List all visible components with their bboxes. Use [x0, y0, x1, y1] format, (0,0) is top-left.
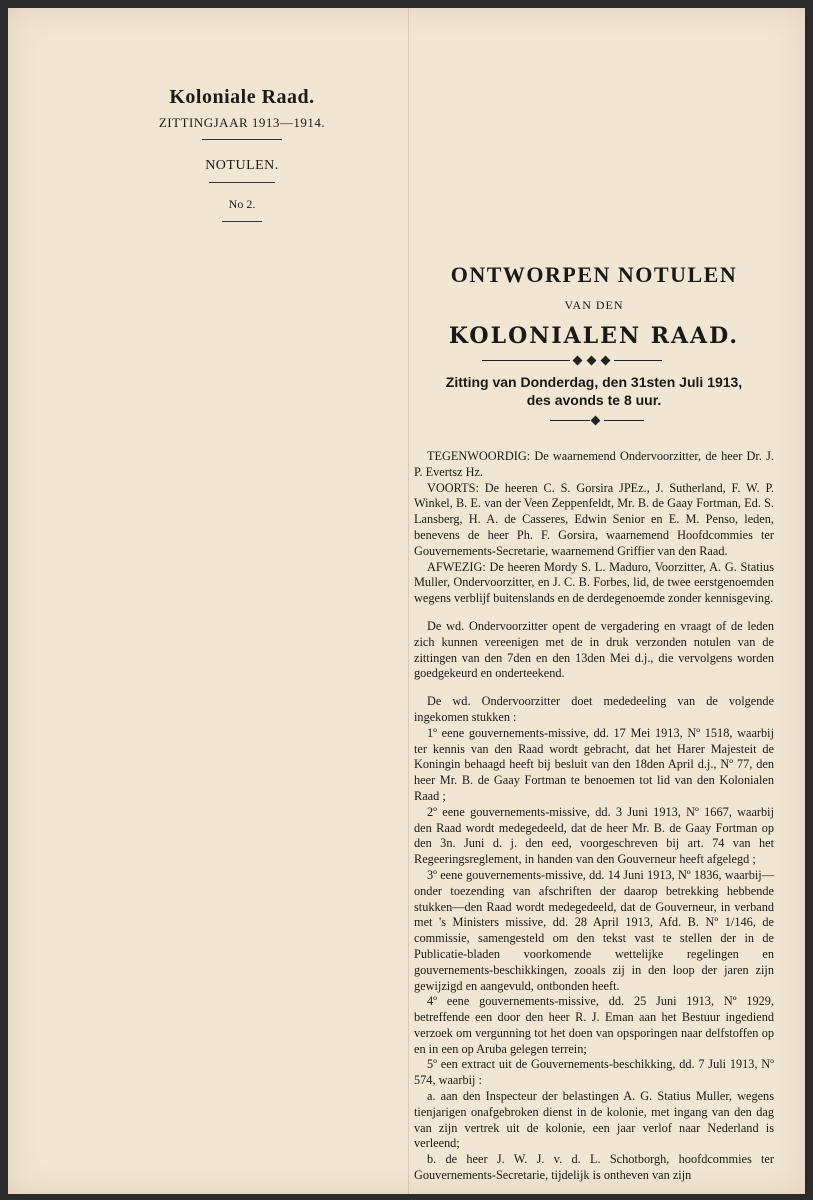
minutes-label: NOTULEN. — [205, 158, 279, 173]
council-name: Koloniale Raad. — [169, 86, 315, 108]
minutes-column — [414, 262, 774, 1184]
minutes-number: No 2. — [228, 197, 256, 211]
left-header — [100, 86, 384, 222]
session-heading — [414, 373, 774, 409]
item-5b: b. de heer J. W. J. v. d. L. Schotborgh, hoofdcommies ter Gouvernements-Secretarie, tijdelijk is ontheven van zijn — [414, 1152, 774, 1183]
item-2: 2º eene gouvernements-missive, dd. 3 Juni 1913, Nº 1667, waarbij den Raad wordt medegedeeld, dat de heer Mr. B. de Gaay Fortman op den 3n. Juni d. j. den eed, voorgeschreven bij art. 74 van het Regeeringsreglement, in handen van den Gouverneur heeft afgelegd ; — [414, 804, 774, 867]
document-title: ONTWORPEN NOTULEN — [450, 262, 738, 287]
ornament-divider — [414, 353, 774, 367]
divider — [222, 221, 262, 222]
ornament-divider-small — [414, 413, 774, 427]
session-line-2: des avonds te 8 uur. — [526, 392, 662, 408]
item-3: 3º eene gouvernements-missive, dd. 14 Juni 1913, Nº 1836, waarbij—onder toezending van afschriften der daarop betrekking hebbende stukken—den Raad wordt medegedeeld, dat de Gouverneur, in verband met 's Ministers missive, dd. 28 April 1913, Afd. B. Nº 1/146, de commissie, samengesteld om den tekst vast te stellen der in de Publicatie-bladen voorkomende wettelijke regelingen en gouvernements-beschikkingen, zooals zij in den loop der jaren zijn gewijzigd en aangevuld, ontbonden heeft. — [414, 867, 774, 993]
divider — [202, 139, 282, 140]
item-5: 5º een extract uit de Gouvernements-beschikking, dd. 7 Juli 1913, Nº 574, waarbij : — [414, 1057, 774, 1088]
item-1: 1º eene gouvernements-missive, dd. 17 Mei 1913, Nº 1518, waarbij ter kennis van den Raad wordt gebracht, dat het Harer Majesteit de Koningin behaagd heeft bij besluit van den 18den April d.j., Nº 77, den heer Mr. B. de Gaay Fortman te benoemen tot lid van den Kolonialen Raad ; — [414, 725, 774, 803]
council-title: KOLONIALEN RAAD. — [448, 323, 740, 349]
opening-paragraph: De wd. Ondervoorzitter opent de vergadering en vraagt of de leden zich kunnen vereenigen met de in druk verzonden notulen van de zittingen van den 7den en den 13den Mei d.j., die vervolgens worden goedgekeurd en onderteekend. — [414, 618, 774, 681]
attendance-present: TEGENWOORDIG: De waarnemend Ondervoorzitter, de heer Dr. J. P. Evertsz Hz. — [414, 449, 774, 479]
title-connector: VAN DEN — [564, 298, 624, 312]
attendance-absent: AFWEZIG: De heeren Mordy S. L. Maduro, Voorzitter, A. G. Statius Muller, Ondervoorzitter, en J. C. B. Forbes, lid, de twee eerstgenoemden wegens verblijf buitenslands en de derdegenoemde zonder kennisgeving. — [414, 559, 774, 606]
page-fold — [408, 8, 409, 1194]
attendance-also: VOORTS: De heeren C. S. Gorsira JPEz., J. Sutherland, F. W. P. Winkel, B. E. van der Veen Zeppenfeldt, Mr. B. de Gaay Fortman, Ed. S. Lansberg, H. A. de Casseres, Edwin Senior en E. M. Penso, leden, benevens de heer Ph. F. Gorsira, waarnemend Hoofdcommies ter Gouvernements-Secretarie, waarnemend Griffier van den Raad. — [414, 480, 774, 558]
minutes-body — [414, 449, 774, 1184]
session-year: ZITTINGJAAR 1913—1914. — [158, 115, 326, 130]
item-4: 4º eene gouvernements-missive, dd. 25 Juni 1913, Nº 1929, betreffende een door den heer R. J. Eman aan het Bestuur ingediend verzoek om vergunning tot het doen van opsporingen naar delfstoffen op en in een op Aruba gelegen terrein; — [414, 994, 774, 1056]
announcement-intro: De wd. Ondervoorzitter doet mededeeling van de volgende ingekomen stukken : — [414, 694, 774, 724]
session-line-1: Zitting van Donderdag, den 31sten Juli 1913, — [445, 374, 743, 390]
divider — [209, 182, 275, 183]
item-5a: a. aan den Inspecteur der belastingen A. G. Statius Muller, wegens tienjarigen onafgebroken dienst in de kolonie, met ingang van den dag van zijn vertrek uit de kolonie, een jaar verlof naar Nederland is verleend; — [414, 1089, 774, 1151]
